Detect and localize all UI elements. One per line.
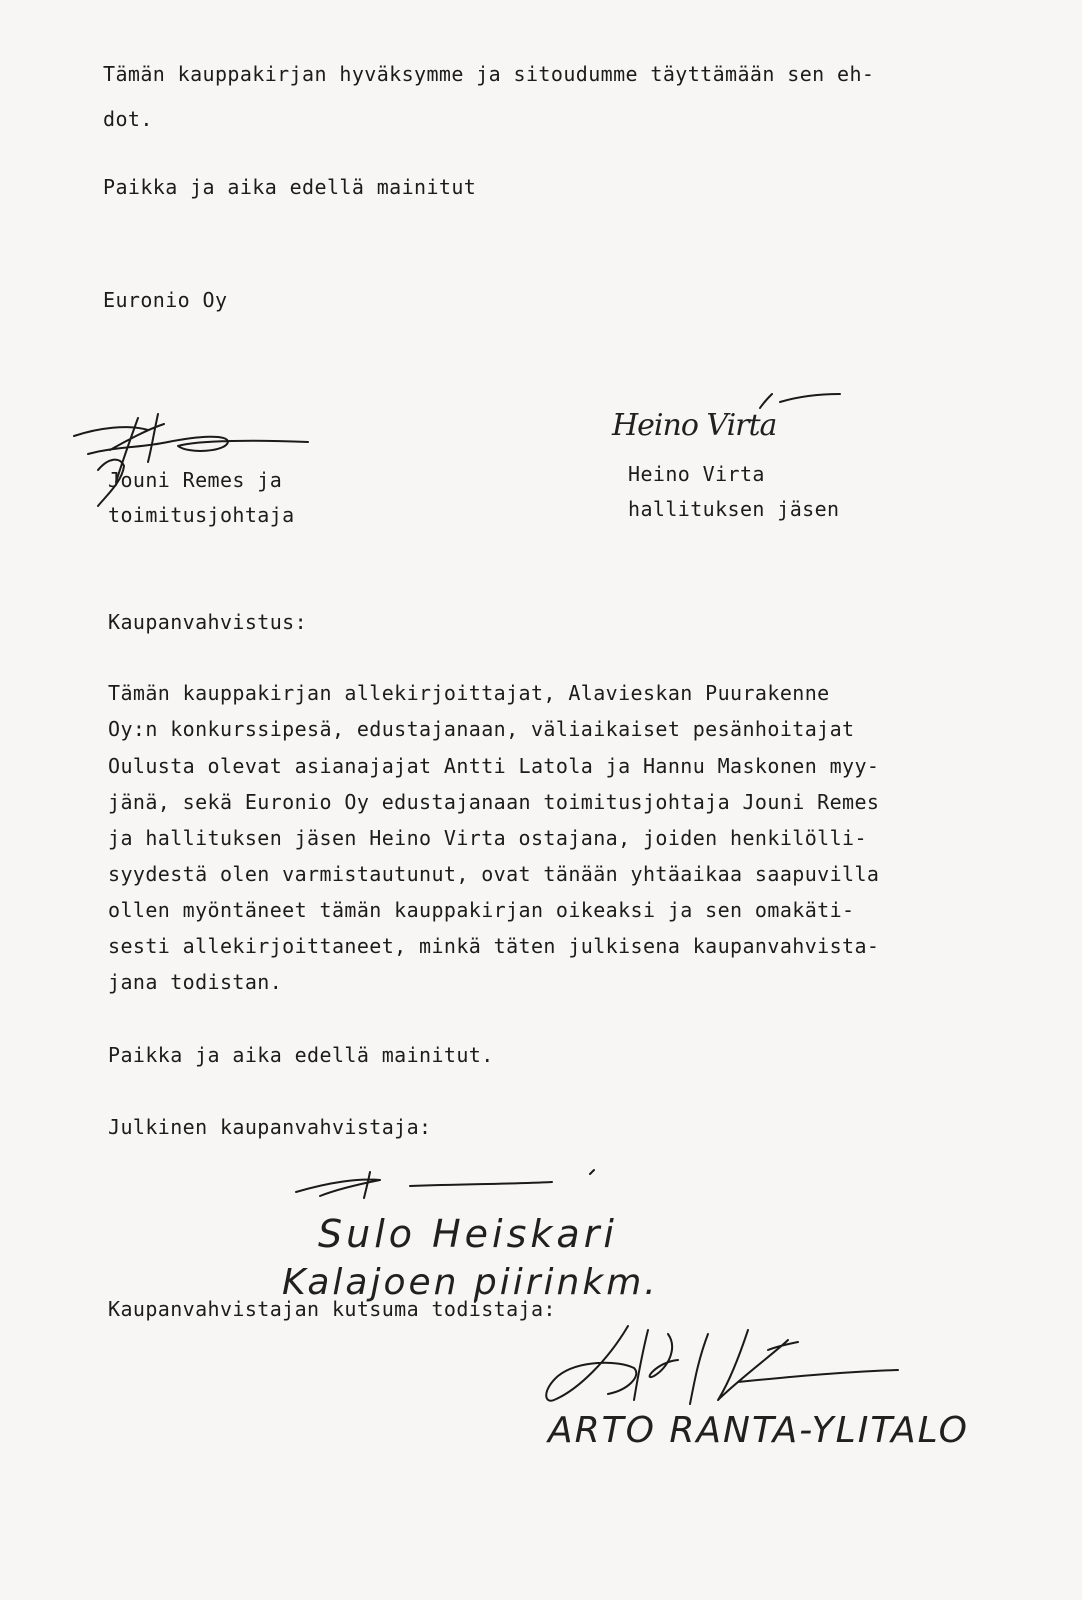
company-name: Euronio Oy xyxy=(103,288,228,312)
confirmation-line: syydestä olen varmistautunut, ovat tänään yhtäaikaa saapuvilla xyxy=(108,862,880,886)
confirmation-line: ollen myöntäneet tämän kauppakirjan oikeaksi ja sen omakäti- xyxy=(108,898,855,922)
confirmation-line: jana todistan. xyxy=(108,970,283,994)
notary-handwritten-name: Sulo Heiskari xyxy=(318,1212,618,1256)
confirmation-line: Oulusta olevat asianajajat Antti Latola ja Hannu Maskonen myy- xyxy=(108,754,880,778)
confirmation-line: ja hallituksen jäsen Heino Virta ostajana, joiden henkilölli- xyxy=(108,826,867,850)
confirmation-heading: Kaupanvahvistus: xyxy=(108,610,308,634)
confirmation-place-time: Paikka ja aika edellä mainitut. xyxy=(108,1043,494,1067)
intro-line-2: dot. xyxy=(103,107,153,131)
signatory-left-title: toimitusjohtaja xyxy=(108,503,295,527)
notary-label: Julkinen kaupanvahvistaja: xyxy=(108,1115,432,1139)
intro-place-time: Paikka ja aika edellä mainitut xyxy=(103,175,477,199)
confirmation-line: Oy:n konkurssipesä, edustajanaan, väliaikaiset pesänhoitajat xyxy=(108,717,855,741)
intro-line-1: Tämän kauppakirjan hyväksymme ja sitoudumme täyttämään sen eh- xyxy=(103,62,875,86)
jouni-remes-signature xyxy=(68,410,318,510)
notary-signature xyxy=(290,1168,610,1208)
confirmation-line: sesti allekirjoittaneet, minkä täten julkisena kaupanvahvista- xyxy=(108,934,880,958)
heino-virta-signature: Heino Virta xyxy=(612,408,777,443)
notary-handwritten-title: Kalajoen piirinkm. xyxy=(282,1262,659,1303)
signatory-right-name: Heino Virta xyxy=(628,462,765,486)
witness-signature xyxy=(538,1320,918,1410)
witness-handwritten-name: ARTO RANTA-YLITALO xyxy=(548,1410,969,1451)
signatory-right-title: hallituksen jäsen xyxy=(628,497,840,521)
witness-label: Kaupanvahvistajan kutsuma todistaja: xyxy=(108,1297,556,1321)
confirmation-line: Tämän kauppakirjan allekirjoittajat, Alavieskan Puurakenne xyxy=(108,681,830,705)
heino-virta-signature-stroke xyxy=(740,390,850,420)
signatory-left-name: Jouni Remes ja xyxy=(108,468,283,492)
confirmation-line: jänä, sekä Euronio Oy edustajanaan toimitusjohtaja Jouni Remes xyxy=(108,790,880,814)
